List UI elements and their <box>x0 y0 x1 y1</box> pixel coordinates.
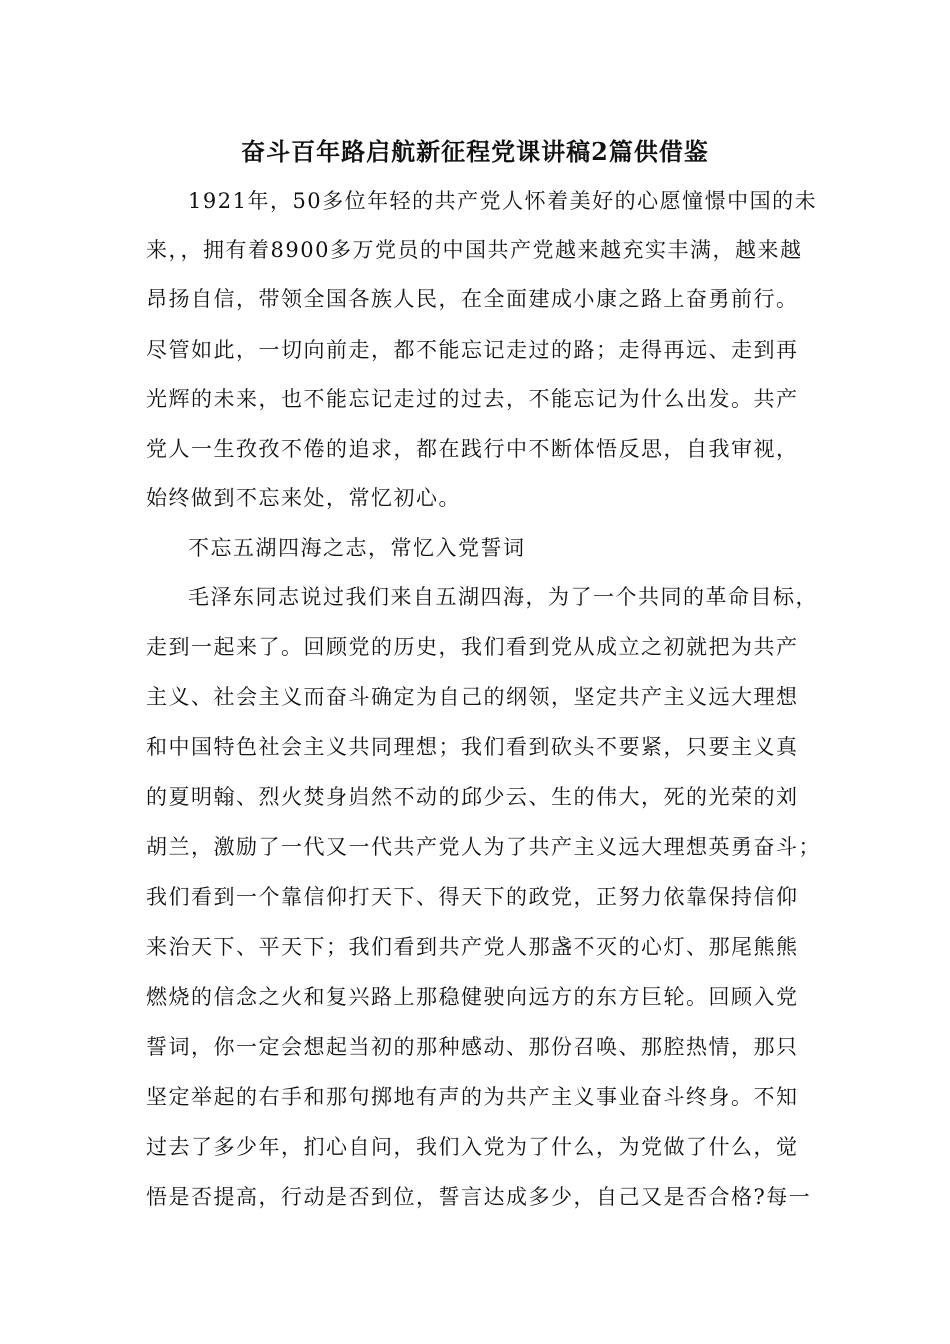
text-line: 和中国特色社会主义共同理想；我们看到砍头不要紧，只要主义真 <box>146 735 799 759</box>
text-line: 光辉的未来，也不能忘记走过的过去，不能忘记为什么出发。共产 <box>146 387 799 411</box>
text-line: 过去了多少年，扪心自问，我们入党为了什么，为党做了什么，觉 <box>146 1135 799 1159</box>
text-line: 的夏明翰、烈火焚身岿然不动的邱少云、生的伟大，死的光荣的刘 <box>146 785 799 809</box>
text-line: 走到一起来了。回顾党的历史，我们看到党从成立之初就把为共产 <box>146 635 799 659</box>
text-line: 昂扬自信，带领全国各族人民，在全面建成小康之路上奋勇前行。 <box>146 287 799 311</box>
text-line: 尽管如此，一切向前走，都不能忘记走过的路；走得再远、走到再 <box>146 338 799 362</box>
section-heading: 不忘五湖四海之志，常忆入党誓词 <box>188 536 526 560</box>
text-line: 坚定举起的右手和那句掷地有声的为共产主义事业奋斗终身。不知 <box>146 1085 799 1109</box>
text-line: 来治天下、平天下；我们看到共产党人那盏不灭的心灯、那尾熊熊 <box>146 935 799 959</box>
text-line: 胡兰，激励了一代又一代共产党人为了共产主义远大理想英勇奋斗； <box>146 835 821 859</box>
text-line: 我们看到一个靠信仰打天下、得天下的政党，正努力依靠保持信仰 <box>146 885 799 909</box>
text-line: 毛泽东同志说过我们来自五湖四海，为了一个共同的革命目标， <box>188 585 818 609</box>
text-line: 党人一生孜孜不倦的追求，都在践行中不断体悟反思，自我审视， <box>146 437 799 461</box>
text-line: 燃烧的信念之火和复兴路上那稳健驶向远方的东方巨轮。回顾入党 <box>146 985 799 1009</box>
document-title: 奋斗百年路启航新征程党课讲稿2篇供借鉴 <box>241 137 709 166</box>
text-line: 始终做到不忘来处，常忆初心。 <box>146 486 461 510</box>
text-line: 誓词，你一定会想起当初的那种感动、那份召唤、那腔热情，那只 <box>146 1035 799 1059</box>
text-line: 悟是否提高，行动是否到位，誓言达成多少，自己又是否合格?每一 <box>146 1185 812 1209</box>
text-line: 主义、社会主义而奋斗确定为自己的纲领，坚定共产主义远大理想 <box>146 685 799 709</box>
text-line: 1921年，50多位年轻的共产党人怀着美好的心愿憧憬中国的未 <box>188 189 818 213</box>
text-line: 来，，拥有着8900多万党员的中国共产党越来越充实丰满，越来越 <box>146 238 803 262</box>
